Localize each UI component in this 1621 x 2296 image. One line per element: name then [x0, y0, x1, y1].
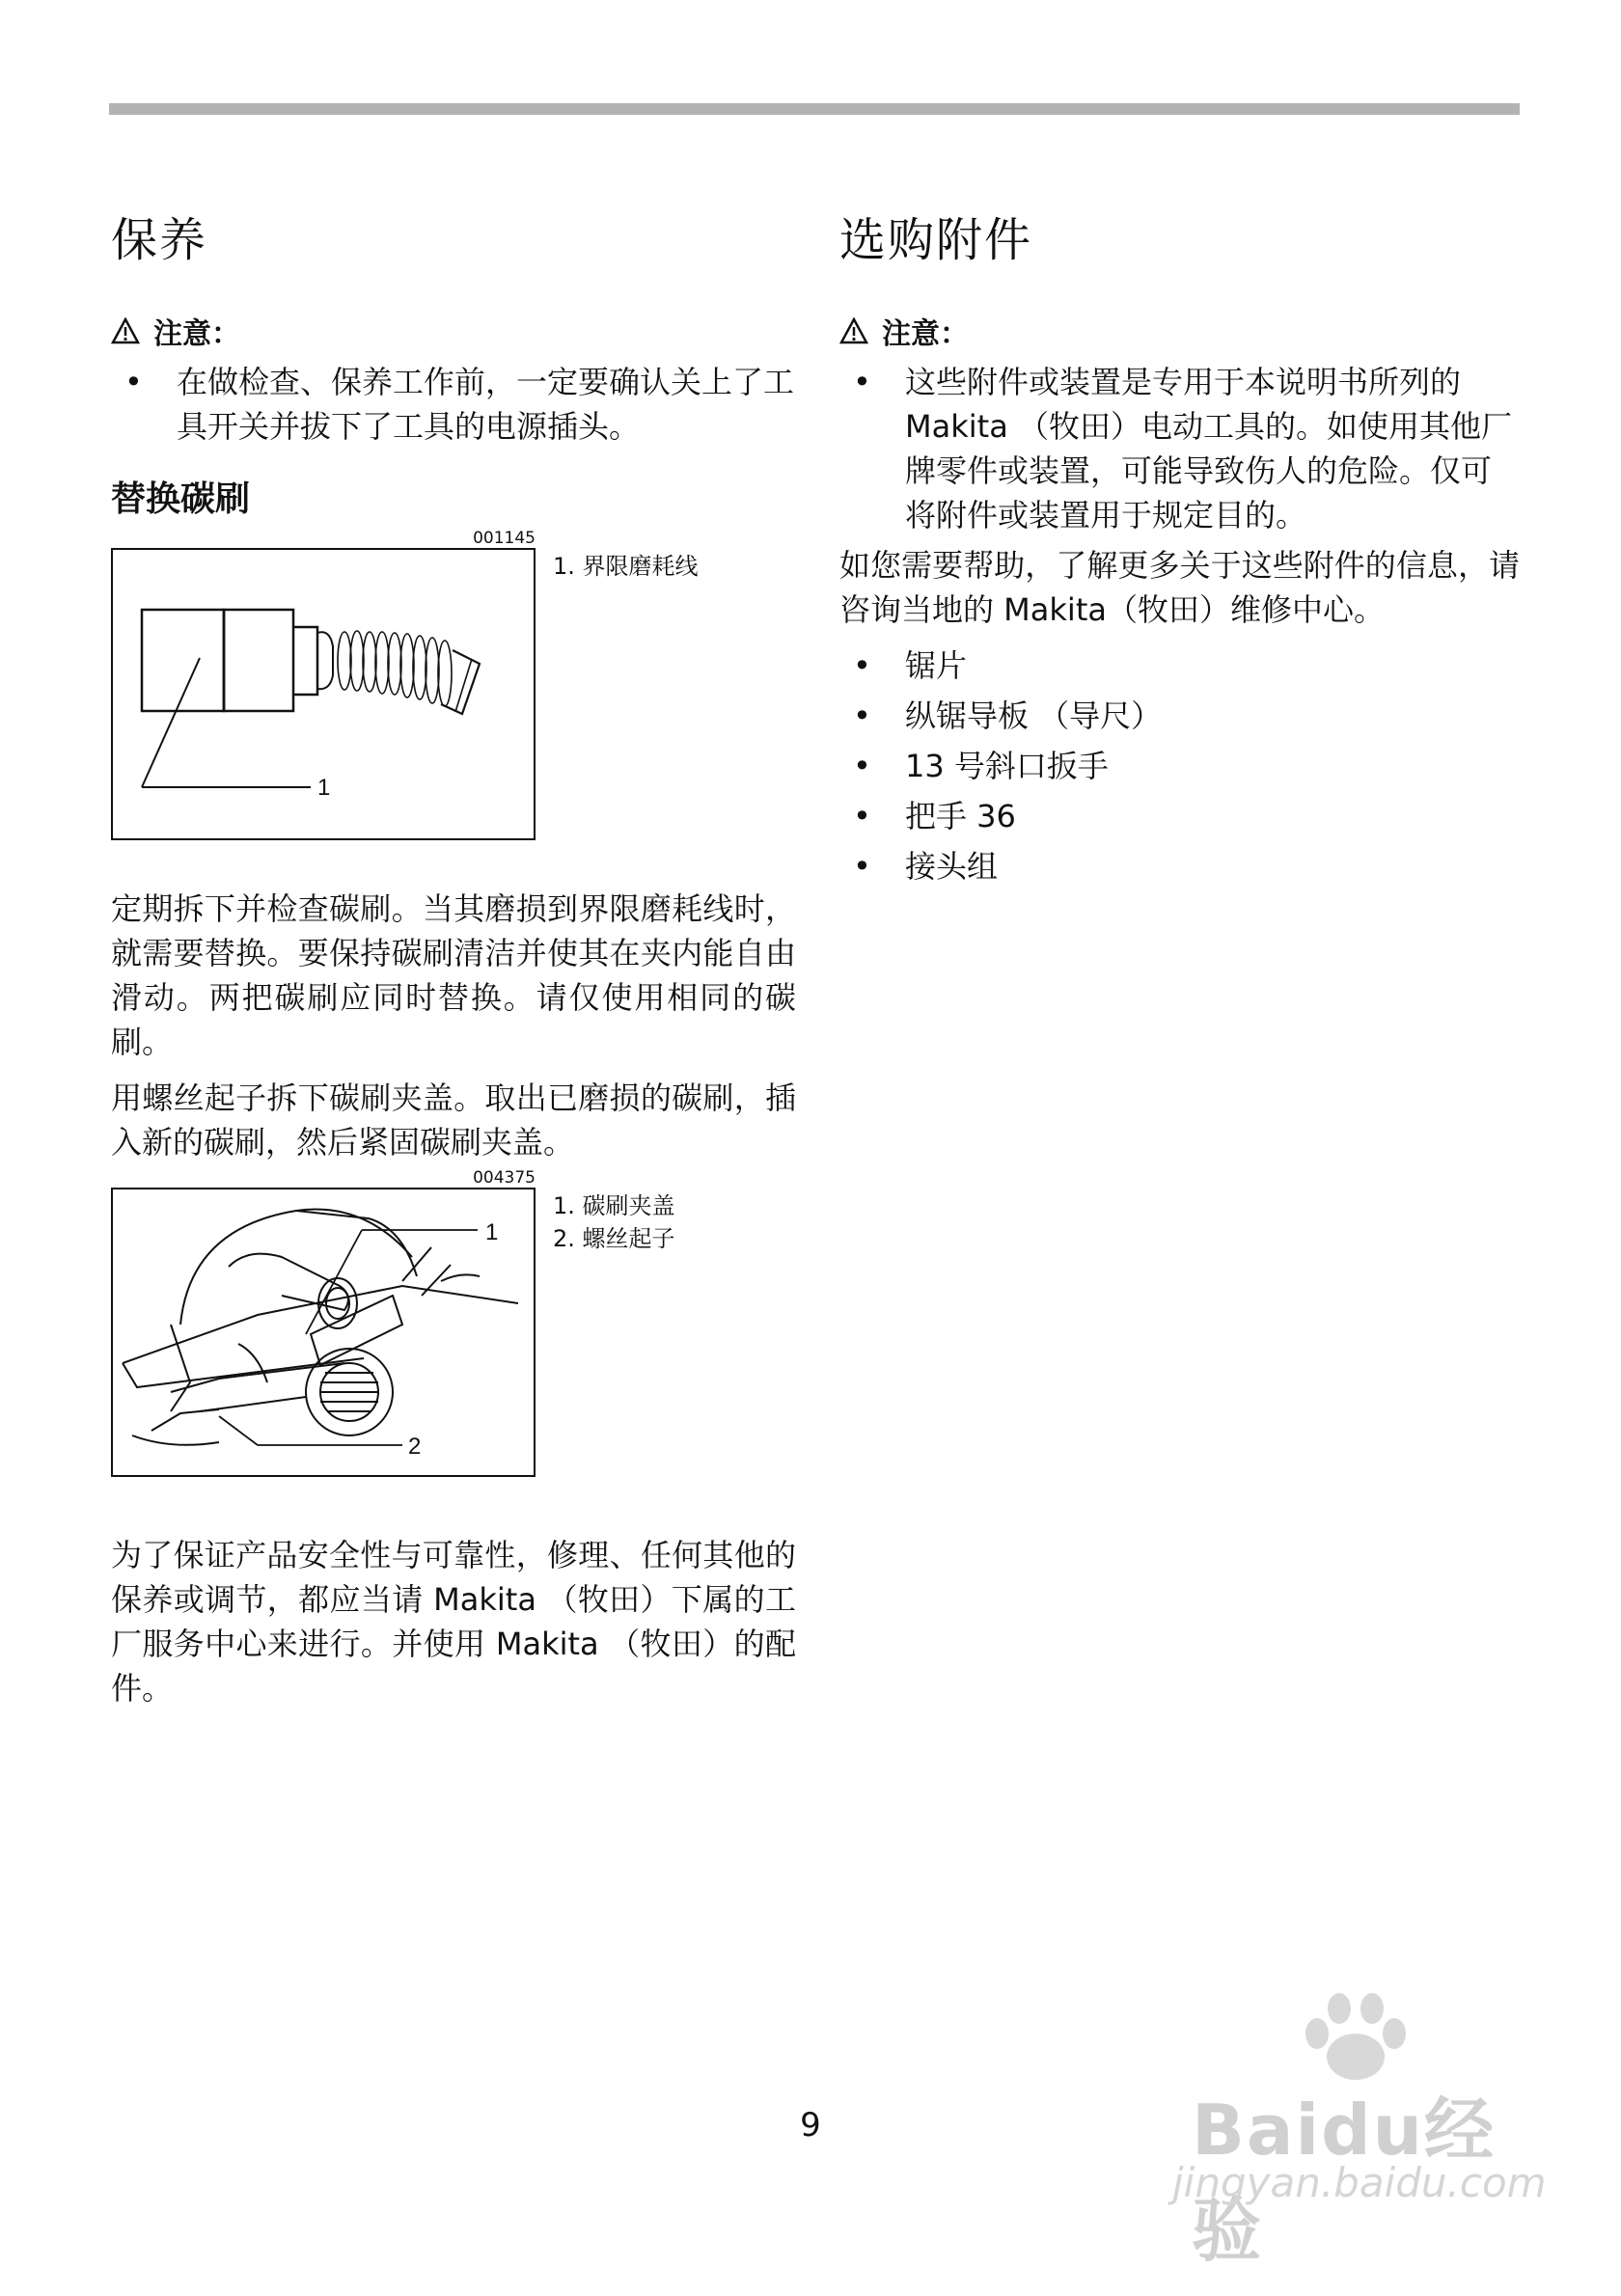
accessory-list — [839, 643, 1520, 888]
caution-list — [111, 360, 796, 449]
accessory-item: • 纵锯导板 （导尺） — [839, 694, 1520, 738]
fig2-callout-2: 2 — [408, 1434, 422, 1460]
warning-triangle-icon — [839, 317, 868, 344]
watermark-main: Baidu经验 — [1192, 2090, 1496, 2271]
legend-item: 1. 碳刷夹盖 — [553, 1192, 675, 1219]
caution-item: • 在做检查、保养工作前，一定要确认关上了工具开关并拔下了工具的电源插头。 — [111, 360, 796, 449]
left-column — [111, 203, 796, 1722]
watermark-url: jingyan.baidu.com — [1172, 2159, 1547, 2206]
figure-legend — [553, 550, 699, 840]
circular-saw-illustration — [113, 1189, 534, 1475]
baidu-watermark — [1114, 1987, 1547, 2271]
right-column — [839, 203, 1520, 894]
figure-code: 001145 — [473, 529, 536, 548]
legend-item: 2. 螺丝起子 — [553, 1225, 675, 1252]
figure-legend — [553, 1189, 675, 1477]
caution-list — [839, 360, 1520, 537]
maintenance-title: 保养 — [111, 213, 208, 267]
section-title: 替换碳刷 — [111, 479, 251, 519]
legend-item: 1. 界限磨耗线 — [553, 553, 699, 580]
page-number: 9 — [800, 2106, 821, 2145]
figure-box — [111, 1188, 536, 1477]
accessories-title: 选购附件 — [839, 213, 1033, 267]
paragraph: 定期拆下并检查碳刷。当其磨损到界限磨耗线时，就需要替换。要保持碳刷清洁并使其在夹内能自由滑动。两把碳刷应同时替换。请仅使用相同的碳刷。 — [111, 890, 796, 1060]
carbon-brush-illustration — [113, 550, 534, 838]
figure-carbon-brush — [111, 529, 796, 840]
paragraph: 如您需要帮助，了解更多关于这些附件的信息，请咨询当地的 Makita（牧田）维修中心。 — [839, 547, 1520, 628]
warning-triangle-icon — [111, 317, 140, 344]
caution-label: 注意： — [153, 317, 240, 351]
caution-item: • 这些附件或装置是专用于本说明书所列的 Makita （牧田）电动工具的。如使用其他厂牌零件或装置，可能导致伤人的危险。仅可将附件或装置用于规定目的。 — [839, 360, 1520, 537]
accessory-item: • 把手 36 — [839, 794, 1520, 838]
accessory-item: • 13 号斜口扳手 — [839, 744, 1520, 788]
figure-box — [111, 548, 536, 840]
accessory-item: • 锯片 — [839, 643, 1520, 688]
figure-code: 004375 — [473, 1168, 536, 1188]
figure-brush-holder-cap — [111, 1168, 796, 1477]
paragraph: 为了保证产品安全性与可靠性，修理、任何其他的保养或调节，都应当请 Makita （牧田）下属的工厂服务中心来进行。并使用 Makita （牧田）的配件。 — [111, 1537, 796, 1707]
top-rule — [109, 103, 1520, 115]
accessory-item: • 接头组 — [839, 844, 1520, 888]
caution-heading — [111, 310, 796, 352]
paragraph: 用螺丝起子拆下碳刷夹盖。取出已磨损的碳刷，插入新的碳刷，然后紧固碳刷夹盖。 — [111, 1080, 796, 1161]
fig2-callout-1: 1 — [485, 1219, 499, 1245]
fig1-callout: 1 — [317, 775, 331, 801]
caution-label: 注意： — [882, 317, 969, 351]
caution-heading — [839, 310, 1520, 352]
